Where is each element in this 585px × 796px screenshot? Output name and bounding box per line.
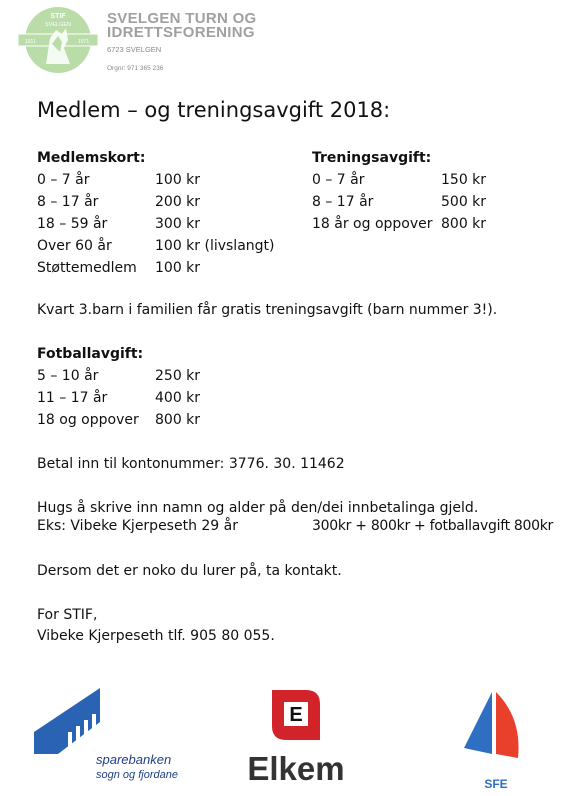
fotballavgift-label: 5 – 10 år <box>37 368 99 384</box>
elkem-mark: E <box>289 704 303 726</box>
signoff-line2: Vibeke Kjerpeseth tlf. 905 80 055. <box>37 628 275 644</box>
treningsavgift-label: 0 – 7 år <box>312 172 365 188</box>
medlemskort-label: Over 60 år <box>37 238 112 254</box>
signoff-line1: For STIF, <box>37 607 98 623</box>
third-child-note: Kvart 3.barn i familien får gratis treningsavgift (barn nummer 3!). <box>37 302 498 318</box>
logo-right-year: 1971 <box>78 39 90 45</box>
page-title: Medlem – og treningsavgift 2018: <box>37 98 391 122</box>
fotballavgift-label: 18 og oppover <box>37 412 139 428</box>
medlemskort-value: 100 kr <box>155 260 201 276</box>
medlemskort-heading: Medlemskort: <box>37 150 146 166</box>
fotballavgift-value: 800 kr <box>155 412 201 428</box>
fotballavgift-label: 11 – 17 år <box>37 390 108 406</box>
example-amount: 300kr + 800kr + fotballavgift 800kr <box>312 518 554 534</box>
elkem-logo <box>236 688 356 788</box>
logo-band-text: SVELGEN <box>45 22 71 28</box>
account-number: Betal inn til kontonummer: 3776. 30. 11462 <box>37 456 345 472</box>
org-name-line2: IDRETTSFORENING <box>107 24 255 41</box>
treningsavgift-value: 800 kr <box>441 216 487 232</box>
org-name-line1: SVELGEN TURN OG <box>107 10 257 27</box>
logo-top-text: STIF <box>50 13 66 20</box>
org-name <box>107 12 257 40</box>
sfe-logo <box>458 688 538 792</box>
payment-instruction: Hugs å skrive inn namn og alder på den/dei innbetalinga gjeld. <box>37 500 479 516</box>
sparebanken-region: sogn og fjordane <box>96 769 178 781</box>
treningsavgift-label: 8 – 17 år <box>312 194 374 210</box>
medlemskort-label: 0 – 7 år <box>37 172 90 188</box>
sfe-name: SFE <box>484 777 508 791</box>
logo-left-year: 1911 <box>25 39 36 45</box>
medlemskort-label: Støttemedlem <box>37 260 137 276</box>
example-label: Eks: Vibeke Kjerpeseth 29 år <box>37 518 239 534</box>
org-number: Orgnr: 971 365 236 <box>107 65 164 72</box>
org-address: 6723 SVELGEN <box>107 45 162 54</box>
treningsavgift-value: 500 kr <box>441 194 487 210</box>
sparebanken-logo <box>30 688 182 788</box>
medlemskort-label: 18 – 59 år <box>37 216 108 232</box>
elkem-name: Elkem <box>247 750 345 787</box>
medlemskort-value: 200 kr <box>155 194 201 210</box>
medlemskort-value: 100 kr <box>155 172 201 188</box>
club-logo <box>16 4 100 76</box>
fotballavgift-heading: Fotballavgift: <box>37 346 144 362</box>
treningsavgift-heading: Treningsavgift: <box>312 150 432 166</box>
medlemskort-value: 300 kr <box>155 216 201 232</box>
treningsavgift-value: 150 kr <box>441 172 487 188</box>
fotballavgift-value: 400 kr <box>155 390 201 406</box>
medlemskort-label: 8 – 17 år <box>37 194 99 210</box>
contact-note: Dersom det er noko du lurer på, ta kontakt. <box>37 563 342 579</box>
treningsavgift-label: 18 år og oppover <box>312 216 433 232</box>
medlemskort-value: 100 kr (livslangt) <box>155 238 275 254</box>
sparebanken-name: sparebanken <box>96 752 172 767</box>
fotballavgift-value: 250 kr <box>155 368 201 384</box>
